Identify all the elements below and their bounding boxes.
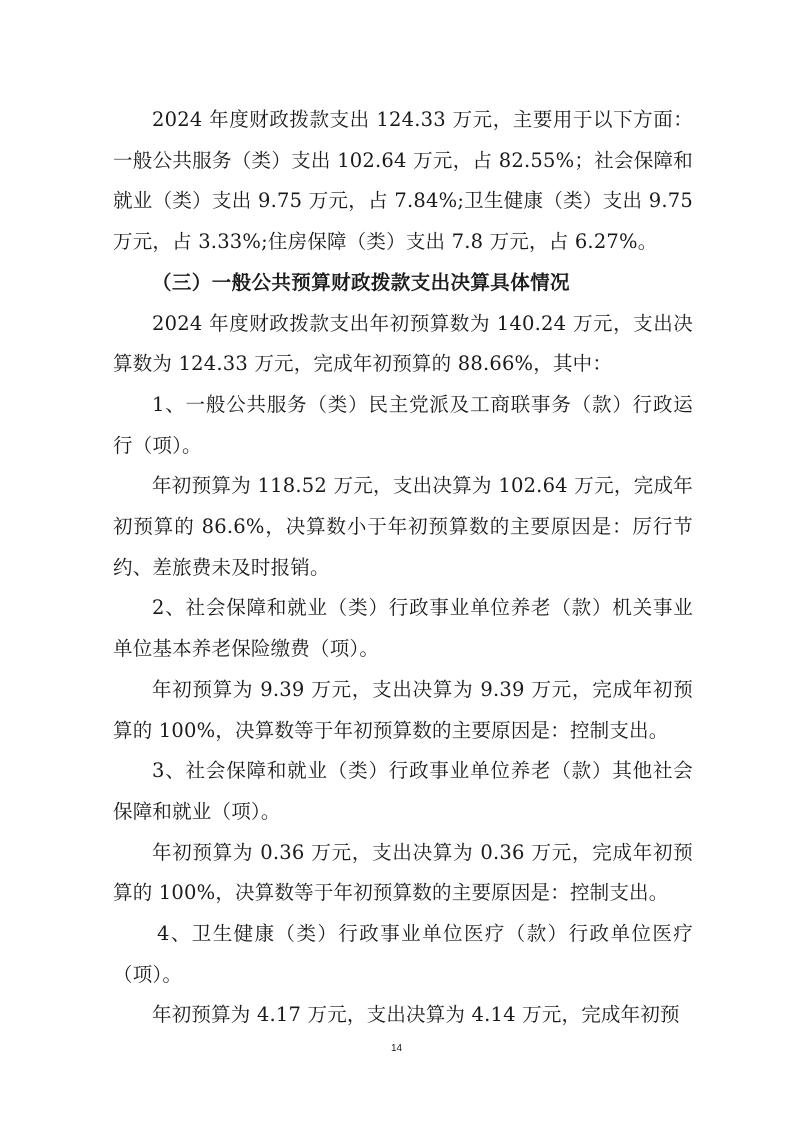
item-3-title: 3、社会保障和就业（类）行政事业单位养老（款）其他社会保障和就业（项）。 bbox=[113, 759, 693, 823]
item-3-detail: 年初预算为 0.36 万元，支出决算为 0.36 万元，完成年初预算的 100%，决算数等于年初预算数的主要原因是：控制支出。 bbox=[113, 840, 693, 905]
item-1-detail: 年初预算为 118.52 万元，支出决算为 102.64 万元，完成年初预算的 86.6%，决算数小于年初预算数的主要原因是：厉行节约、差旅费未及时报销。 bbox=[113, 474, 693, 579]
document-body bbox=[113, 100, 693, 1036]
section-heading-3: （三）一般公共预算财政拨款支出决算具体情况 bbox=[152, 270, 570, 294]
item-4-title: 4、卫生健康（类）行政事业单位医疗（款）行政单位医疗（项）。 bbox=[113, 922, 693, 986]
item-4-detail: 年初预算为 4.17 万元，支出决算为 4.14 万元，完成年初预 bbox=[152, 1003, 680, 1027]
page-number: 14 bbox=[390, 1043, 403, 1054]
paragraph-expenditure-summary: 2024 年度财政拨款支出 124.33 万元，主要用于以下方面：一般公共服务（类）支出 102.64 万元，占 82.55%；社会保障和就业（类）支出 9.75 万元，占 7.84%;卫生健康（类）支出 9.75 万元，占 3.33%;住房保障（类）支出 7.8 万元，占 6.27%。 bbox=[113, 108, 693, 254]
paragraph-budget-overview: 2024 年度财政拨款支出年初预算数为 140.24 万元，支出决算数为 124.33 万元，完成年初预算的 88.66%，其中： bbox=[113, 311, 693, 376]
item-2-title: 2、社会保障和就业（类）行政事业单位养老（款）机关事业单位基本养老保险缴费（项）。 bbox=[113, 596, 693, 661]
item-2-detail: 年初预算为 9.39 万元，支出决算为 9.39 万元，完成年初预算的 100%，决算数等于年初预算数的主要原因是：控制支出。 bbox=[113, 677, 693, 742]
item-1-title: 1、一般公共服务（类）民主党派及工商联事务（款）行政运行（项）。 bbox=[113, 392, 693, 457]
